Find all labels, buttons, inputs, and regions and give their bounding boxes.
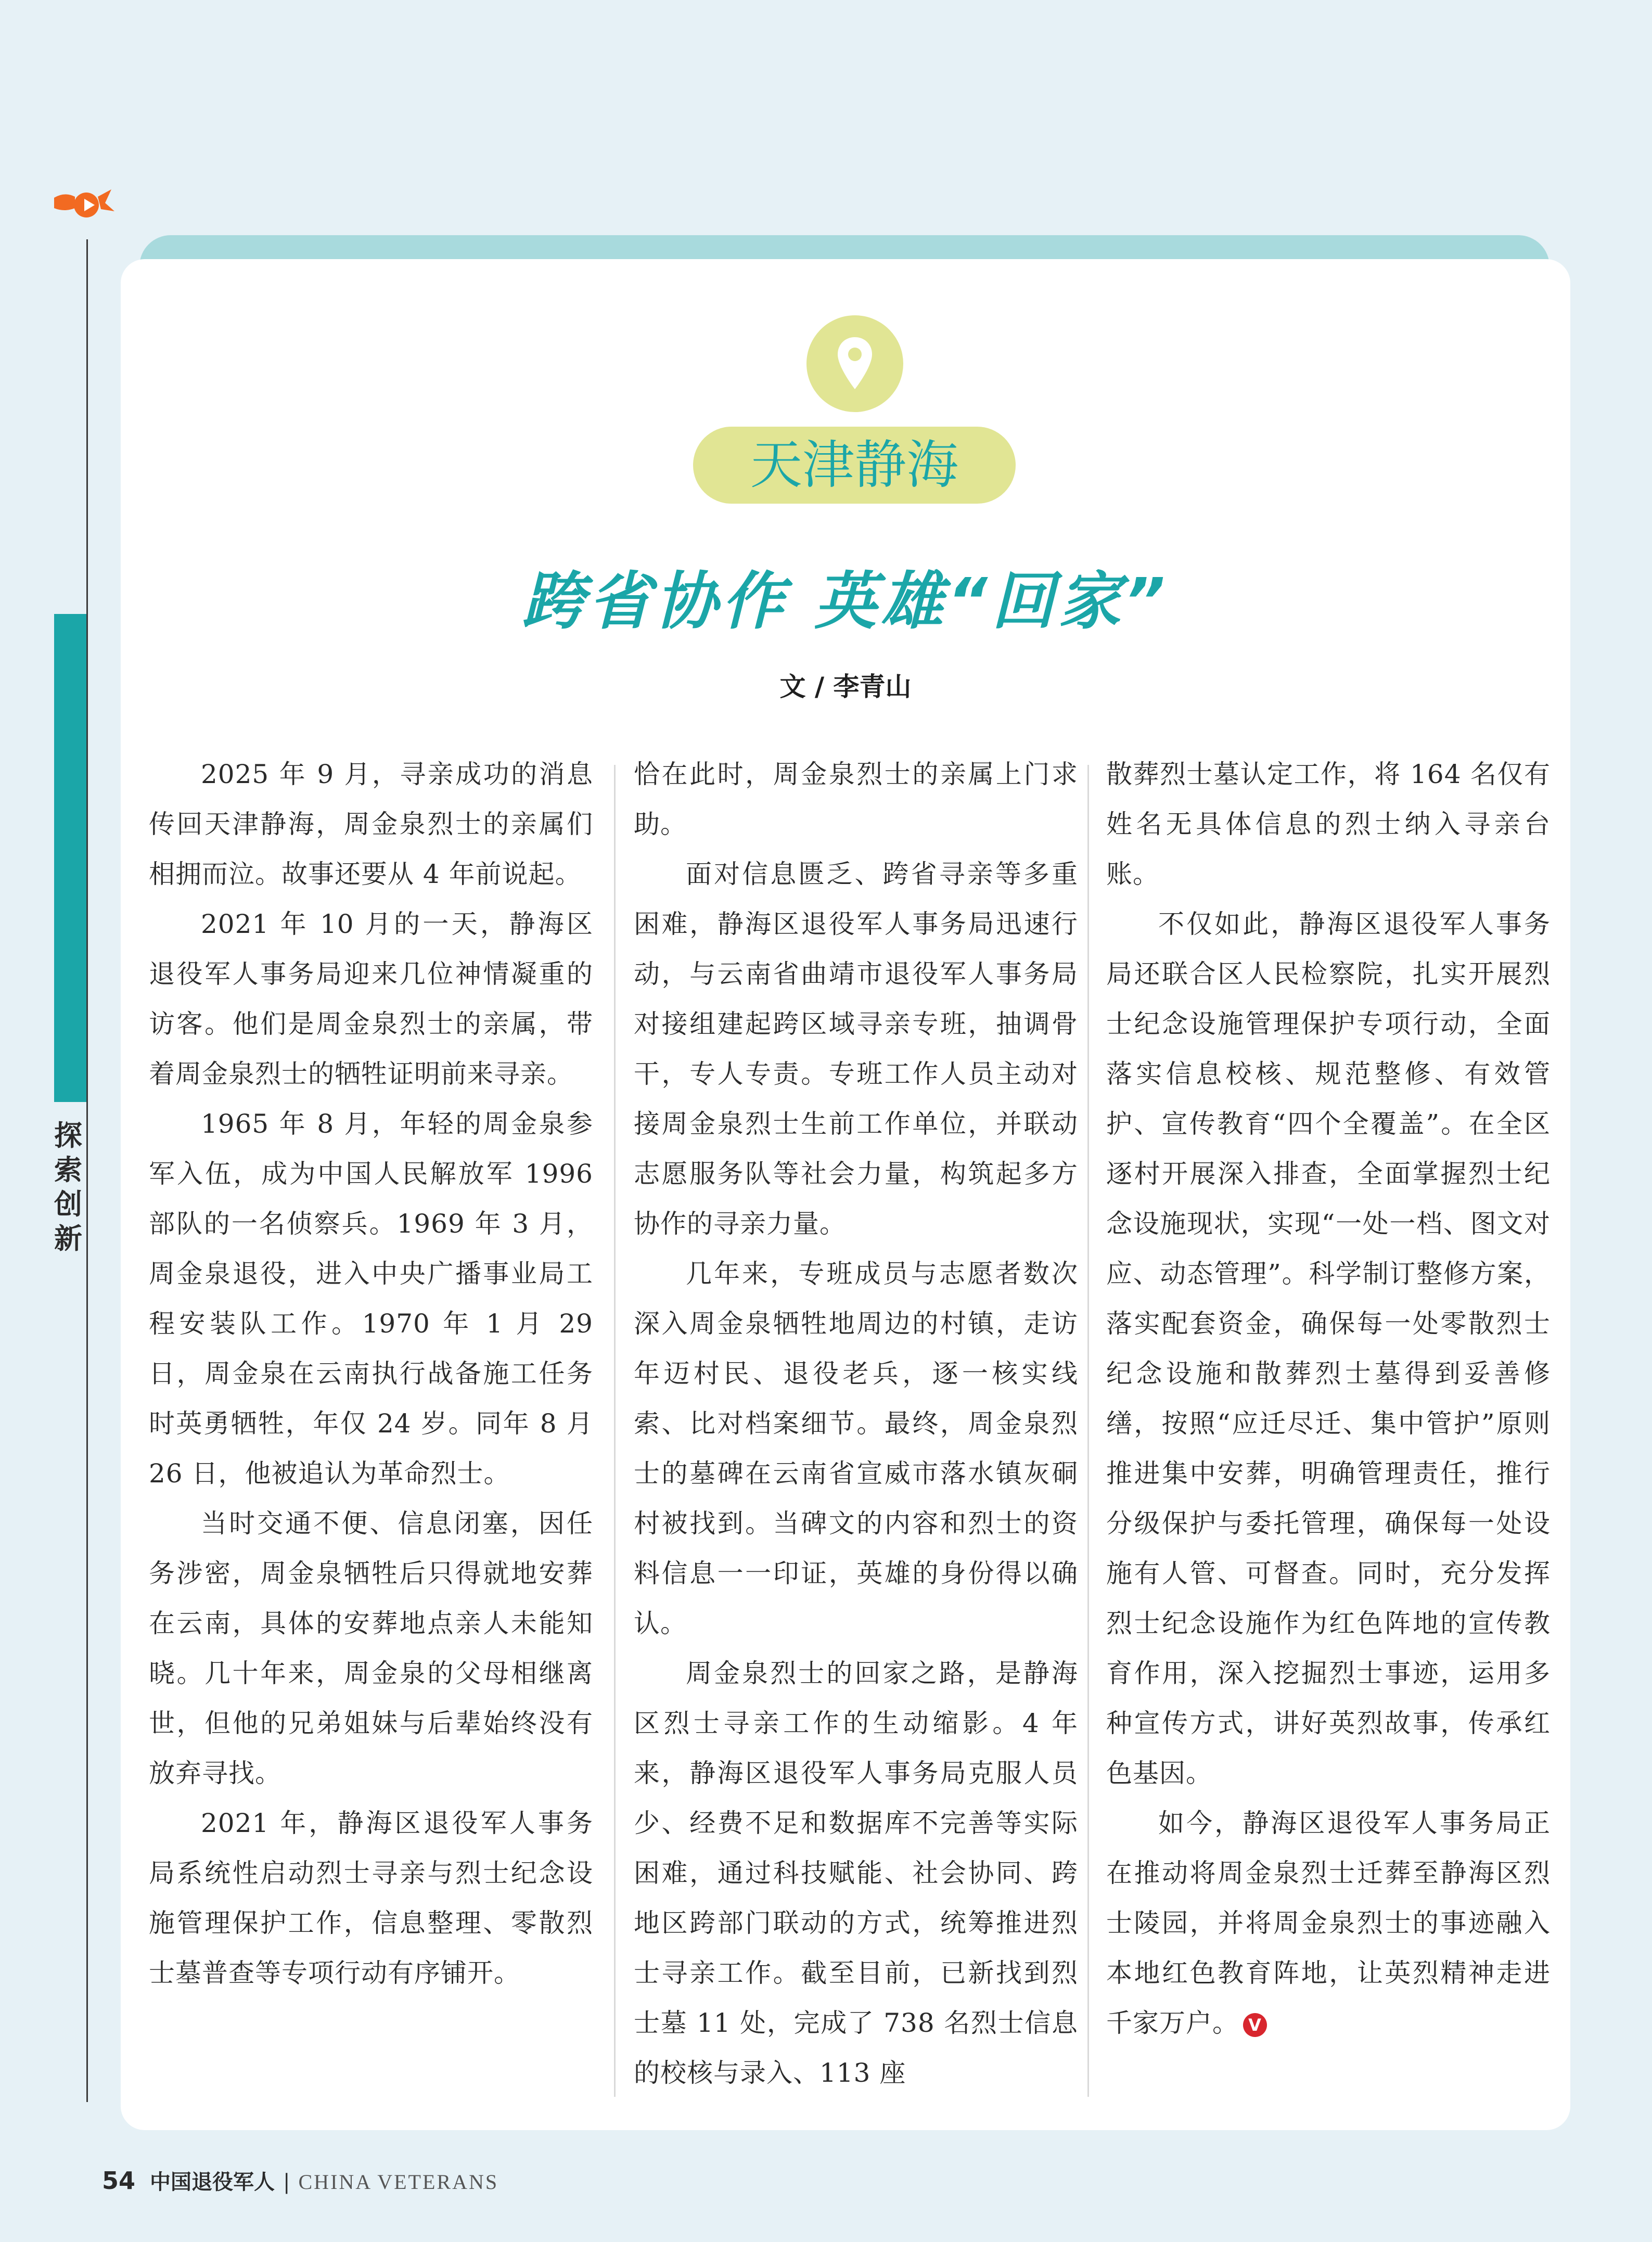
- column-divider: [614, 765, 616, 2097]
- brand-logo-icon: [54, 187, 117, 224]
- paragraph: 2021 年，静海区退役军人事务局系统性启动烈士寻亲与烈士纪念设施管理保护工作，信息整理、零散烈士墓普查等专项行动有序铺开。: [149, 1808, 593, 1988]
- text-column-2: [634, 749, 1078, 2098]
- text-column-1: [149, 749, 593, 1998]
- article-headline: 跨省协作 英雄“回家”: [521, 566, 1170, 638]
- paragraph: 恰在此时，周金泉烈士的亲属上门求助。: [634, 759, 1078, 839]
- paragraph: 几年来，专班成员与志愿者数次深入周金泉牺牲地周边的村镇，走访年迈村民、退役老兵，逐一核实线索、比对档案细节。最终，周金泉烈士的墓碑在云南省宣威市落水镇灰硐村被找到。当碑文的内容和烈士的资料信息一一印证，英雄的身份得以确认。: [634, 1259, 1078, 1638]
- page-footer: [102, 2166, 498, 2195]
- location-badge: [806, 315, 903, 412]
- paragraph: 散葬烈士墓认定工作，将 164 名仅有姓名无具体信息的烈士纳入寻亲台账。: [1106, 759, 1551, 889]
- magazine-name: 中国退役军人: [150, 2170, 275, 2194]
- paragraph: 不仅如此，静海区退役军人事务局还联合区人民检察院，扎实开展烈士纪念设施管理保护专项行动，全面落实信息校核、规范整修、有效管护、宣传教育“四个全覆盖”。在全区逐村开展深入排查，全面掌握烈士纪念设施现状，实现“一处一档、图文对应、动态管理”。科学制订整修方案，落实配套资金，确保每一处零散烈士纪念设施和散葬烈士墓得到妥善修缮，按照“应迁尽迁、集中管护”原则推进集中安葬，明确管理责任，推行分级保护与委托管理，确保每一处设施有人管、可督查。同时，充分发挥烈士纪念设施作为红色阵地的宣传教育作用，深入挖掘烈士事迹，运用多种宣传方式，讲好英烈故事，传承红色基因。: [1106, 909, 1551, 1788]
- column-divider: [1087, 765, 1089, 2097]
- paragraph: 1965 年 8 月，年轻的周金泉参军入伍，成为中国人民解放军 1996 部队的一名侦察兵。1969 年 3 月，周金泉退役，进入中央广播事业局工程安装队工作。1970 年 1 月 29 日，周金泉在云南执行战备施工任务时英勇牺牲，年仅 24 岁。同年 8 月 26 日，他被追认为革命烈士。: [149, 1109, 593, 1489]
- footer-separator: |: [283, 2170, 290, 2194]
- sidebar-accent-bar: [54, 614, 86, 1102]
- article-byline: 文 / 李青山: [779, 672, 912, 702]
- sidebar-rule: [86, 239, 88, 2102]
- paragraph: 2021 年 10 月的一天，静海区退役军人事务局迎来几位神情凝重的访客。他们是周金泉烈士的亲属，带着周金泉烈士的牺牲证明前来寻亲。: [149, 909, 593, 1089]
- location-kicker: 天津静海: [693, 427, 1016, 504]
- paragraph: 周金泉烈士的回家之路，是静海区烈士寻亲工作的生动缩影。4 年来，静海区退役军人事务局克服人员少、经费不足和数据库不完善等实际困难，通过科技赋能、社会协同、跨地区跨部门联动的方式，统筹推进烈士寻亲工作。截至目前，已新找到烈士墓 11 处，完成了 738 名烈士信息的校核与录入、113 座: [634, 1658, 1078, 2088]
- paragraph-text: 如今，静海区退役军人事务局正在推动将周金泉烈士迁葬至静海区烈士陵园，并将周金泉烈士的事迹融入本地红色教育阵地，让英烈精神走进千家万户。: [1106, 1808, 1551, 2038]
- magazine-name-en: CHINA VETERANS: [298, 2170, 499, 2194]
- section-label: 探索创新: [54, 1119, 82, 1255]
- location-pin-icon: [837, 336, 873, 390]
- page-number: 54: [102, 2167, 136, 2195]
- paragraph: 当时交通不便、信息闭塞，因任务涉密，周金泉牺牲后只得就地安葬在云南，具体的安葬地点亲人未能知晓。几十年来，周金泉的父母相继离世，但他的兄弟姐妹与后辈始终没有放弃寻找。: [149, 1508, 593, 1788]
- text-column-3: [1106, 749, 1551, 2048]
- paragraph: 面对信息匮乏、跨省寻亲等多重困难，静海区退役军人事务局迅速行动，与云南省曲靖市退役军人事务局对接组建起跨区域寻亲专班，抽调骨干，专人专责。专班工作人员主动对接周金泉烈士生前工作单位，并联动志愿服务队等社会力量，构筑起多方协作的寻亲力量。: [634, 859, 1078, 1239]
- end-mark-icon: V: [1243, 2013, 1267, 2037]
- last-paragraph: [1106, 1798, 1551, 2048]
- paragraph: 2025 年 9 月，寻亲成功的消息传回天津静海，周金泉烈士的亲属们相拥而泣。故事还要从 4 年前说起。: [149, 759, 593, 889]
